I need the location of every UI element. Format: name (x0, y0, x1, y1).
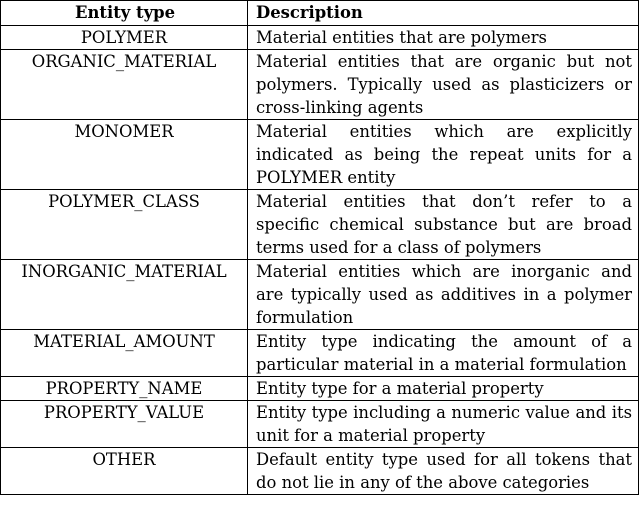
table-row (1, 448, 639, 495)
entity-type-cell: POLYMER_CLASS (1, 190, 248, 260)
column-header-description: Description (248, 1, 639, 26)
description-cell: Material entities that are polymers (248, 26, 639, 50)
table-row (1, 26, 639, 50)
table-row (1, 190, 639, 260)
table-row (1, 50, 639, 120)
entity-type-cell: OTHER (1, 448, 248, 495)
description-cell: Material entities which are inorganic and are typically used as additives in a polymer formulation (248, 260, 639, 330)
table-header-row (1, 1, 639, 26)
description-cell: Entity type for a material property (248, 377, 639, 401)
table-row (1, 330, 639, 377)
description-cell: Material entities that don’t refer to a specific chemical substance but are broad terms used for a class of polymers (248, 190, 639, 260)
entity-type-cell: ORGANIC_MATERIAL (1, 50, 248, 120)
table-row (1, 401, 639, 448)
description-cell: Default entity type used for all tokens that do not lie in any of the above categories (248, 448, 639, 495)
description-cell: Material entities that are organic but not polymers. Typically used as plasticizers or cross-linking agents (248, 50, 639, 120)
entity-type-cell: PROPERTY_VALUE (1, 401, 248, 448)
column-header-entity-type: Entity type (1, 1, 248, 26)
table-row (1, 260, 639, 330)
entity-type-cell: PROPERTY_NAME (1, 377, 248, 401)
table-row (1, 377, 639, 401)
entity-type-cell: MATERIAL_AMOUNT (1, 330, 248, 377)
description-cell: Material entities which are explicitly indicated as being the repeat units for a POLYMER entity (248, 120, 639, 190)
table-row (1, 120, 639, 190)
description-cell: Entity type indicating the amount of a particular material in a material formulation (248, 330, 639, 377)
entity-type-cell: MONOMER (1, 120, 248, 190)
entity-type-cell: POLYMER (1, 26, 248, 50)
entity-type-cell: INORGANIC_MATERIAL (1, 260, 248, 330)
description-cell: Entity type including a numeric value and its unit for a material property (248, 401, 639, 448)
